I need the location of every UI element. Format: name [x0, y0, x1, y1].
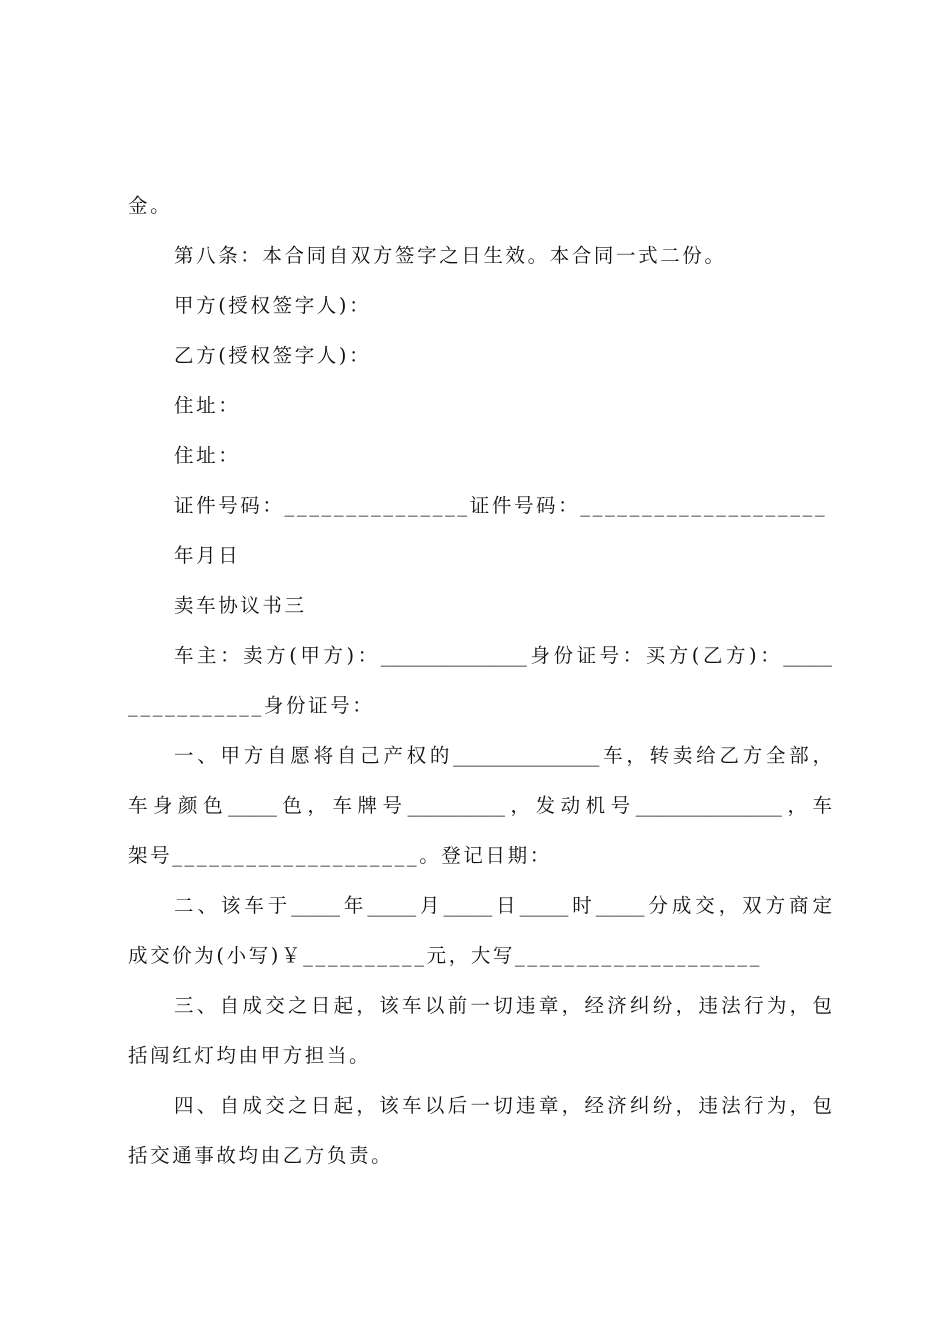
clause-two: 二、该车于_____年_____月_____日_____时_____分成交，双方商定 — [174, 894, 832, 917]
date-line: 年月日 — [174, 544, 241, 567]
text-line-continuation: 金。 — [128, 194, 173, 217]
id-numbers: 证件号码：_______________证件号码：____________________ — [174, 494, 828, 517]
clause-three-cont: 括闯红灯均由甲方担当。 — [128, 1044, 372, 1067]
owner-seller-line: 车主：卖方(甲方)：_______________身份证号：买方(乙方)：_____ — [174, 644, 832, 667]
clause-four-cont: 括交通事故均由乙方负责。 — [128, 1144, 394, 1167]
clause-one-cont-2: 架号____________________。登记日期： — [128, 844, 552, 867]
clause-one-cont: 车身颜色_____色，车牌号__________，发动机号_______________，车 — [128, 794, 832, 817]
party-a-signatory: 甲方(授权签字人)： — [174, 294, 372, 317]
party-b-signatory: 乙方(授权签字人)： — [174, 344, 372, 367]
article-eight: 第八条：本合同自双方签字之日生效。本合同一式二份。 — [174, 244, 727, 267]
clause-two-cont: 成交价为(小写)￥__________元，大写____________________ — [128, 944, 763, 967]
address-a: 住址： — [174, 394, 241, 417]
address-b: 住址： — [174, 444, 241, 467]
clause-four: 四、自成交之日起，该车以后一切违章，经济纠纷，违法行为，包 — [174, 1094, 832, 1117]
clause-one: 一、甲方自愿将自己产权的_______________车，转卖给乙方全部， — [174, 744, 832, 767]
owner-buyer-line: ___________身份证号： — [128, 694, 375, 717]
clause-three: 三、自成交之日起，该车以前一切违章，经济纠纷，违法行为，包 — [174, 994, 832, 1017]
section-title: 卖车协议书三 — [174, 594, 307, 617]
